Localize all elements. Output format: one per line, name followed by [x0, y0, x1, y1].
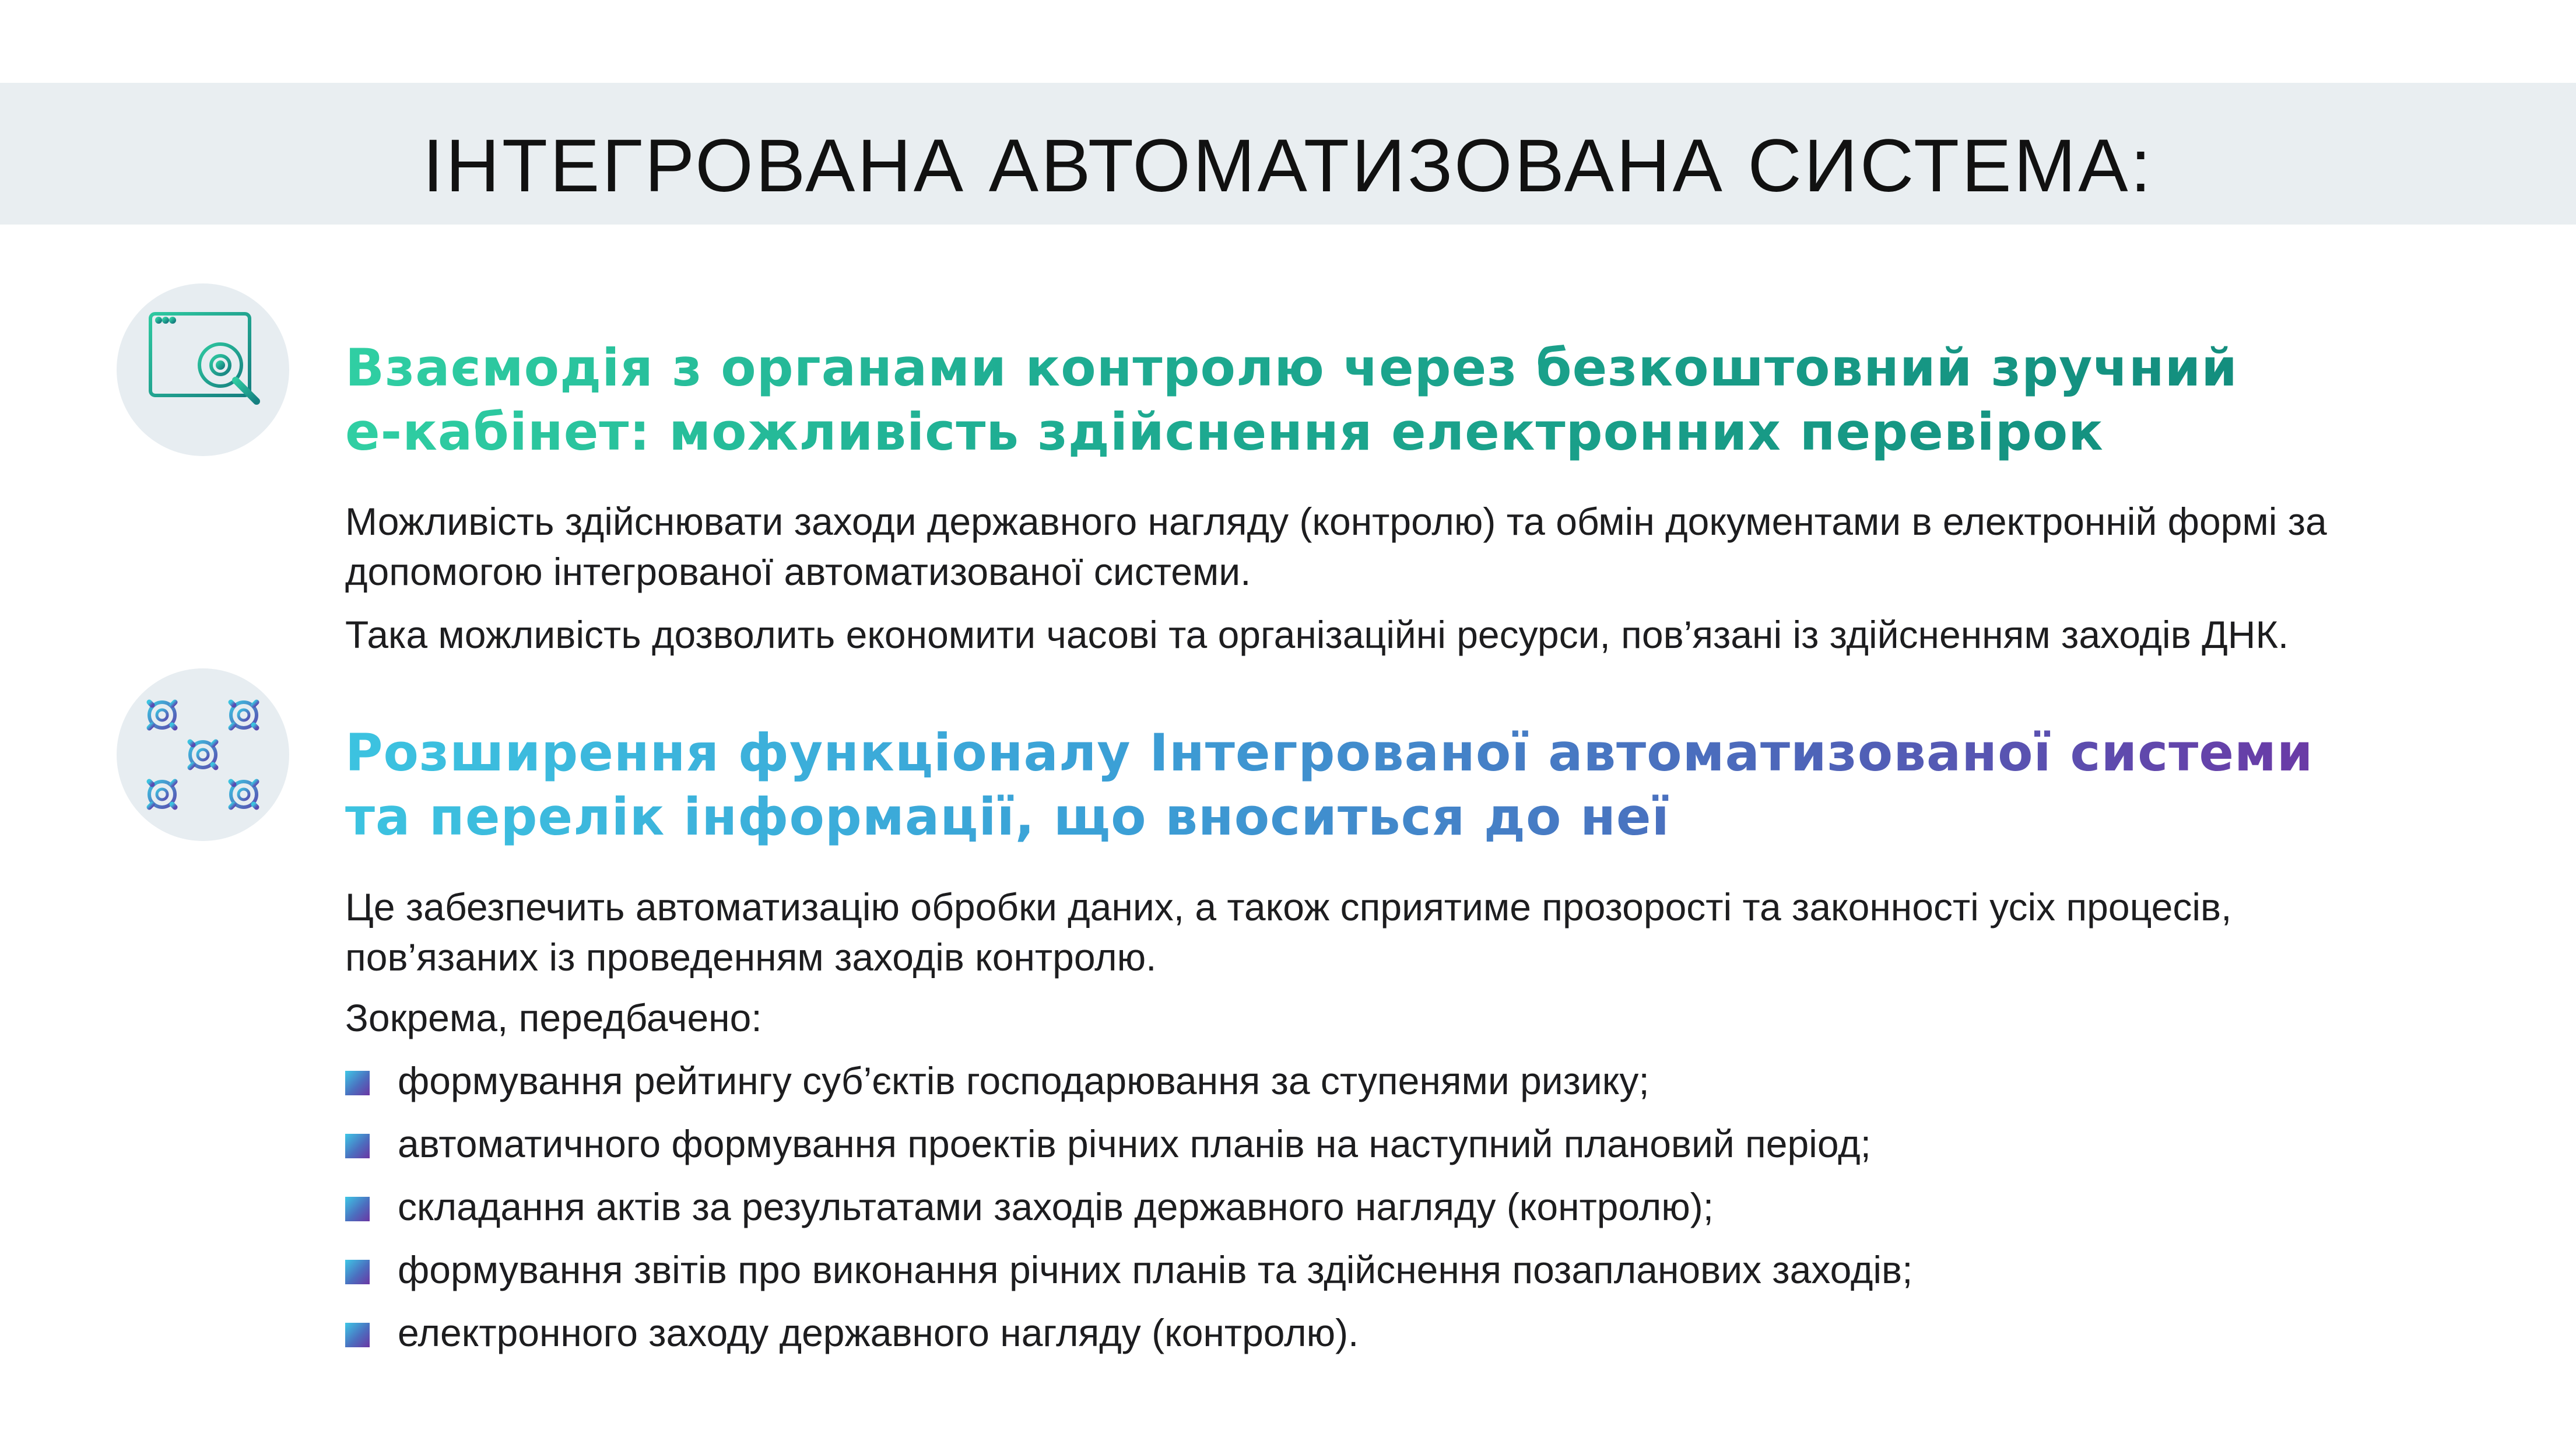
list-item-text: автоматичного формування проектів річних планів на наступний плановий період; — [398, 1122, 1871, 1165]
section1-paragraph1-line1: Можливість здійснювати заходи державного нагляду (контролю) та обмін документами в електронній формі за — [345, 500, 2327, 543]
list-item-text: електронного заходу державного нагляду (контролю). — [398, 1311, 1359, 1354]
section2-heading-line2: та перелік інформації, що вноситься до неї — [345, 787, 1670, 847]
list-item — [345, 1245, 1912, 1308]
section1-heading-line2: е-кабінет: можливість здійснення електронних перевірок — [345, 402, 2104, 462]
section2-heading — [345, 721, 2314, 849]
section1-paragraph1 — [345, 496, 2421, 597]
section2-paragraph1 — [345, 882, 2421, 982]
list-item-text: формування рейтингу суб’єктів господарювання за ступенями ризику; — [398, 1059, 1650, 1102]
bullet-square-icon — [345, 1071, 370, 1095]
bullet-square-icon — [345, 1197, 370, 1221]
section2-paragraph2: Зокрема, передбачено: — [345, 996, 762, 1039]
bullet-list — [345, 1056, 1912, 1371]
section2-paragraph1-line2: пов’язаних із проведенням заходів контролю. — [345, 936, 1157, 979]
section1-paragraph1-line2: допомогою інтегрованої автоматизованої системи. — [345, 550, 1251, 593]
section2-heading-line1: Розширення функціоналу Інтегрованої автоматизованої системи — [345, 723, 2314, 783]
list-item-text: формування звітів про виконання річних планів та здійснення позапланових заходів; — [398, 1248, 1913, 1291]
section1-heading — [345, 336, 2238, 464]
list-item — [345, 1056, 1912, 1119]
list-item — [345, 1308, 1912, 1371]
gears-network-icon — [117, 668, 289, 841]
list-item — [345, 1119, 1912, 1182]
section1-paragraph2: Така можливість дозволить економити часові та організаційні ресурси, пов’язані із здійсненням заходів ДНК. — [345, 613, 2289, 656]
list-item — [345, 1182, 1912, 1245]
page-title: ІНТЕГРОВАНА АВТОМАТИЗОВАНА СИСТЕМА: — [422, 124, 2154, 208]
bullet-square-icon — [345, 1134, 370, 1158]
bullet-square-icon — [345, 1260, 370, 1284]
section1-heading-line1: Взаємодія з органами контролю через безкоштовний зручний — [345, 338, 2238, 398]
monitor-magnifier-icon — [117, 283, 289, 456]
bullet-square-icon — [345, 1323, 370, 1347]
list-item-text: складання актів за результатами заходів державного нагляду (контролю); — [398, 1185, 1714, 1228]
section2-paragraph1-line1: Це забезпечить автоматизацію обробки даних, а також сприятиме прозорості та законності усіх процесів, — [345, 885, 2232, 929]
